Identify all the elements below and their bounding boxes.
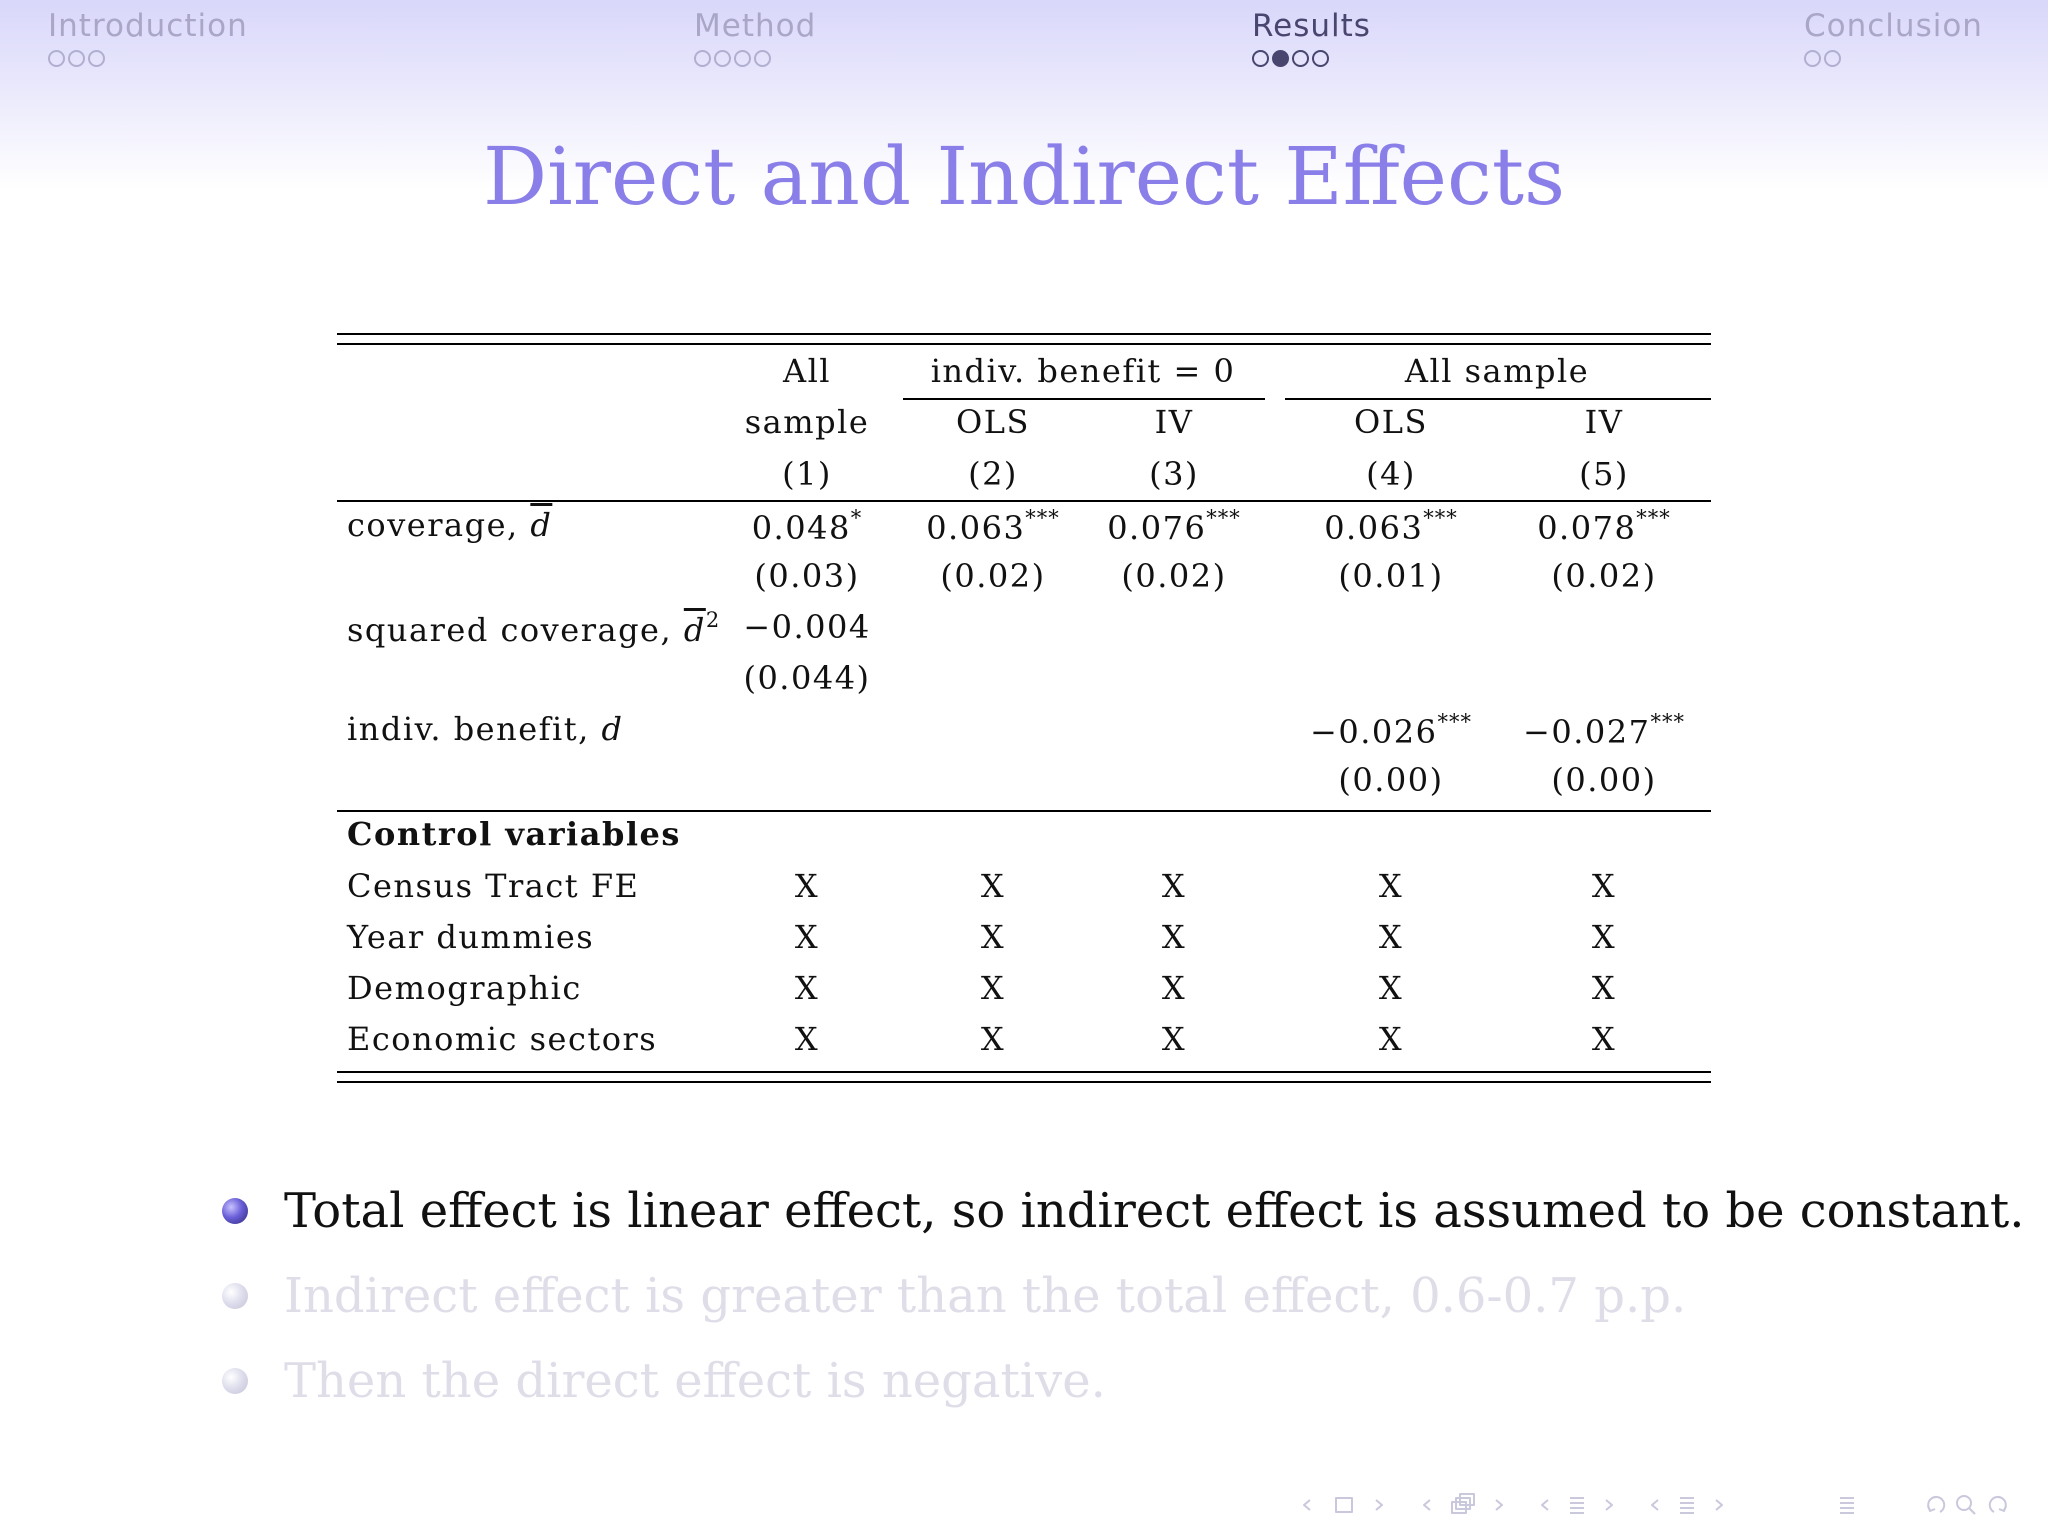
slide-dot[interactable]	[1252, 50, 1269, 67]
nav-dots	[48, 50, 248, 67]
nav-section-results[interactable]	[1252, 8, 1371, 67]
bullet-text: Then the direct effect is negative.	[284, 1353, 1106, 1409]
slide-dot[interactable]	[88, 50, 105, 67]
significance-stars: *	[850, 506, 863, 530]
significance-stars: ***	[1206, 506, 1241, 530]
significance-stars: ***	[1437, 710, 1472, 734]
bullet-item	[222, 1183, 2024, 1239]
coef-value: 0.048	[751, 509, 851, 547]
beamer-navigation-symbols	[1300, 1490, 2030, 1520]
control-label-year-dummies: Year dummies	[347, 918, 595, 956]
control-mark: X	[1161, 918, 1187, 956]
group-rule-zero-benefit	[903, 398, 1265, 400]
control-mark: X	[1591, 867, 1617, 905]
control-mark: X	[980, 1020, 1006, 1058]
coef-value: 0.063	[926, 509, 1026, 547]
se-coverage-col5: (0.02)	[1551, 557, 1657, 595]
row-label-indiv-benefit	[347, 710, 623, 748]
nav-section-label[interactable]: Method	[694, 8, 817, 44]
group-header-zero-benefit: indiv. benefit = 0	[930, 352, 1236, 390]
nav-section-introduction[interactable]	[48, 8, 248, 67]
document-nav-icon[interactable]	[1840, 1498, 1854, 1513]
control-mark: X	[980, 918, 1006, 956]
control-mark: X	[1378, 969, 1404, 1007]
col1-header-line1: All	[782, 352, 832, 390]
coef-coverage-col4	[1324, 506, 1458, 547]
frame-nav-icon[interactable]	[1424, 1494, 1502, 1513]
se-coverage-col1: (0.03)	[754, 557, 860, 595]
table-bottom-rule	[337, 1081, 1711, 1083]
col2-number: (2)	[968, 455, 1018, 493]
control-mark: X	[794, 867, 820, 905]
bullet-item-dimmed	[222, 1353, 1106, 1409]
table-bottom-rule	[337, 1071, 1711, 1073]
control-mark: X	[1591, 1020, 1617, 1058]
row-label-text: coverage,	[347, 506, 531, 544]
subsection-nav-icon[interactable]	[1542, 1498, 1612, 1513]
group-header-all-sample: All sample	[1404, 352, 1590, 390]
slide-dot[interactable]	[694, 50, 711, 67]
control-mark: X	[1378, 1020, 1404, 1058]
col1-number: (1)	[782, 455, 832, 493]
col5-header: IV	[1584, 403, 1624, 441]
control-mark: X	[794, 969, 820, 1007]
control-mark: X	[1378, 918, 1404, 956]
row-label-text: squared coverage,	[347, 611, 684, 649]
slide-dot[interactable]	[1312, 50, 1329, 67]
bullet-ball-icon	[222, 1283, 248, 1309]
control-label-economic-sectors: Economic sectors	[347, 1020, 658, 1058]
coef-value: 0.076	[1107, 509, 1207, 547]
control-mark: X	[1161, 1020, 1187, 1058]
nav-dots	[694, 50, 816, 67]
search-icon[interactable]	[1957, 1496, 1975, 1514]
coef-coverage-col5	[1537, 506, 1671, 547]
table-top-rule	[337, 343, 1711, 345]
col4-header: OLS	[1354, 403, 1428, 441]
control-mark: X	[980, 867, 1006, 905]
beamer-nav-svg	[1300, 1490, 2030, 1520]
bullet-ball-icon	[222, 1198, 248, 1224]
nav-section-label[interactable]: Results	[1252, 8, 1371, 44]
se-coverage-col4: (0.01)	[1338, 557, 1444, 595]
nav-section-label[interactable]: Conclusion	[1804, 8, 1983, 44]
nav-section-label[interactable]: Introduction	[48, 8, 248, 44]
control-mark: X	[1378, 867, 1404, 905]
bullet-text: Total effect is linear effect, so indirect effect is assumed to be constant.	[284, 1183, 2025, 1239]
slide-dot[interactable]	[48, 50, 65, 67]
d-symbol: d	[601, 710, 624, 748]
col2-header: OLS	[956, 403, 1030, 441]
controls-heading: Control variables	[347, 815, 681, 853]
row-label-text: indiv. benefit,	[347, 710, 602, 748]
nav-section-method[interactable]	[694, 8, 816, 67]
coef-coverage-col3	[1107, 506, 1241, 547]
slide-nav-icon[interactable]	[1304, 1498, 1382, 1512]
se-coverage-col3: (0.02)	[1121, 557, 1227, 595]
group-rule-all-sample	[1285, 398, 1711, 400]
col1-header-line2: sample	[744, 403, 870, 441]
coef-value: 0.078	[1537, 509, 1637, 547]
nav-dots	[1252, 50, 1371, 67]
coef-coverage-col1	[752, 506, 863, 547]
coef-coverage-col2	[926, 506, 1060, 547]
significance-stars: ***	[1423, 506, 1458, 530]
col5-number: (5)	[1579, 455, 1629, 493]
forward-icon[interactable]	[1990, 1497, 2006, 1512]
table-header-rule	[337, 500, 1711, 502]
coef-value: −0.027	[1523, 713, 1651, 751]
se-coverage-col2: (0.02)	[940, 557, 1046, 595]
coef-benefit-col5	[1523, 710, 1685, 751]
coef-benefit-col4	[1310, 710, 1472, 751]
slide-dot[interactable]	[754, 50, 771, 67]
table-controls-rule	[337, 810, 1711, 812]
significance-stars: ***	[1636, 506, 1671, 530]
significance-stars: ***	[1025, 506, 1060, 530]
control-mark: X	[980, 969, 1006, 1007]
slide-dot[interactable]	[714, 50, 731, 67]
slide-dot-current[interactable]	[1272, 50, 1289, 67]
bullet-item-dimmed	[222, 1268, 1686, 1324]
nav-dots	[1804, 50, 1983, 67]
se-squared-col1: (0.044)	[743, 659, 871, 697]
se-benefit-col5: (0.00)	[1551, 761, 1657, 799]
coef-squared-col1: −0.004	[743, 608, 871, 646]
slide-title: Direct and Indirect Effects	[482, 130, 1566, 223]
section-nav-icon[interactable]	[1652, 1498, 1722, 1513]
slide-dot[interactable]	[1292, 50, 1309, 67]
coef-value: −0.026	[1310, 713, 1438, 751]
col3-number: (3)	[1149, 455, 1199, 493]
control-mark: X	[1591, 918, 1617, 956]
regression-table	[337, 333, 1711, 1085]
back-icon[interactable]	[1928, 1497, 1944, 1512]
control-mark: X	[1591, 969, 1617, 1007]
d-bar-symbol: $\overline{d}$	[530, 506, 553, 544]
control-mark: X	[794, 1020, 820, 1058]
table-top-rule	[337, 333, 1711, 335]
row-label-coverage	[347, 506, 552, 544]
se-benefit-col4: (0.00)	[1338, 761, 1444, 799]
slide-dot[interactable]	[734, 50, 751, 67]
control-label-census-tract-fe: Census Tract FE	[347, 867, 640, 905]
slide-dot[interactable]	[1824, 50, 1841, 67]
slide-dot[interactable]	[68, 50, 85, 67]
col3-header: IV	[1154, 403, 1194, 441]
control-mark: X	[1161, 969, 1187, 1007]
control-mark: X	[794, 918, 820, 956]
bullet-text: Indirect effect is greater than the total effect, 0.6-0.7 p.p.	[284, 1268, 1687, 1324]
significance-stars: ***	[1650, 710, 1685, 734]
d-bar-symbol: $\overline{d}$	[683, 611, 706, 649]
bullet-ball-icon	[222, 1368, 248, 1394]
exponent: 2	[705, 608, 721, 632]
slide-dot[interactable]	[1804, 50, 1821, 67]
col4-number: (4)	[1366, 455, 1416, 493]
row-label-squared-coverage	[347, 608, 720, 649]
coef-value: 0.063	[1324, 509, 1424, 547]
control-label-demographic: Demographic	[347, 969, 582, 1007]
control-mark: X	[1161, 867, 1187, 905]
nav-section-conclusion[interactable]	[1804, 8, 1983, 67]
